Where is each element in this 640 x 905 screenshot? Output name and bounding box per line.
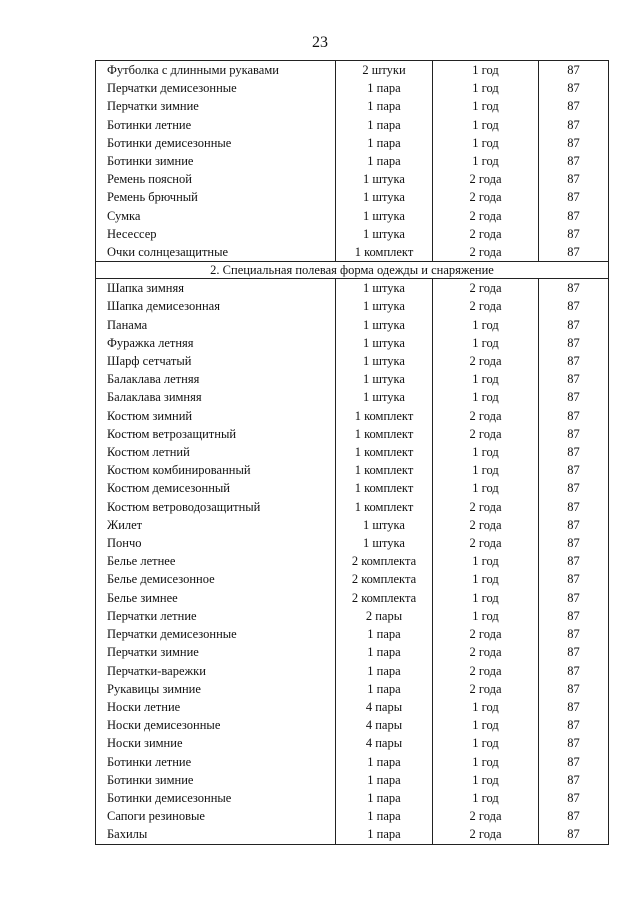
item-name-cell: Панама xyxy=(96,316,336,334)
wear-term-cell: 2 года xyxy=(433,352,539,370)
wear-term-cell: 1 год xyxy=(433,589,539,607)
reference-cell: 87 xyxy=(539,662,609,680)
reference-cell: 87 xyxy=(539,479,609,497)
item-name-cell: Рукавицы зимние xyxy=(96,680,336,698)
quantity-cell: 1 штука xyxy=(336,516,433,534)
quantity-cell: 2 пары xyxy=(336,607,433,625)
page-number: 23 xyxy=(312,34,328,51)
quantity-cell: 1 пара xyxy=(336,152,433,170)
wear-term-cell: 1 год xyxy=(433,479,539,497)
table-row xyxy=(96,97,609,115)
wear-term-cell: 2 года xyxy=(433,297,539,315)
quantity-cell: 2 комплекта xyxy=(336,570,433,588)
quantity-cell: 2 комплекта xyxy=(336,589,433,607)
table-row xyxy=(96,789,609,807)
item-name-cell: Ремень брючный xyxy=(96,188,336,206)
quantity-cell: 1 штука xyxy=(336,188,433,206)
wear-term-cell: 2 года xyxy=(433,243,539,262)
reference-cell: 87 xyxy=(539,552,609,570)
quantity-cell: 1 пара xyxy=(336,97,433,115)
table-row xyxy=(96,425,609,443)
reference-cell: 87 xyxy=(539,61,609,80)
quantity-cell: 1 штука xyxy=(336,297,433,315)
wear-term-cell: 1 год xyxy=(433,134,539,152)
table-row xyxy=(96,61,609,80)
reference-cell: 87 xyxy=(539,225,609,243)
reference-cell: 87 xyxy=(539,498,609,516)
quantity-cell: 1 штука xyxy=(336,534,433,552)
quantity-cell: 1 пара xyxy=(336,789,433,807)
item-name-cell: Перчатки демисезонные xyxy=(96,625,336,643)
wear-term-cell: 1 год xyxy=(433,716,539,734)
quantity-cell: 1 комплект xyxy=(336,243,433,262)
reference-cell: 87 xyxy=(539,589,609,607)
item-name-cell: Шапка демисезонная xyxy=(96,297,336,315)
quantity-cell: 1 пара xyxy=(336,662,433,680)
quantity-cell: 1 комплект xyxy=(336,498,433,516)
reference-cell: 87 xyxy=(539,425,609,443)
item-name-cell: Костюм летний xyxy=(96,443,336,461)
wear-term-cell: 2 года xyxy=(433,407,539,425)
item-name-cell: Жилет xyxy=(96,516,336,534)
wear-term-cell: 1 год xyxy=(433,370,539,388)
item-name-cell: Сумка xyxy=(96,207,336,225)
item-name-cell: Балаклава летняя xyxy=(96,370,336,388)
reference-cell: 87 xyxy=(539,97,609,115)
quantity-cell: 1 пара xyxy=(336,116,433,134)
wear-term-cell: 1 год xyxy=(433,552,539,570)
item-name-cell: Костюм зимний xyxy=(96,407,336,425)
quantity-cell: 1 комплект xyxy=(336,407,433,425)
table-row xyxy=(96,570,609,588)
quantity-cell: 1 пара xyxy=(336,825,433,844)
reference-cell: 87 xyxy=(539,170,609,188)
reference-cell: 87 xyxy=(539,79,609,97)
wear-term-cell: 2 года xyxy=(433,680,539,698)
quantity-cell: 1 штука xyxy=(336,316,433,334)
table-row xyxy=(96,825,609,844)
wear-term-cell: 2 года xyxy=(433,279,539,298)
table-row xyxy=(96,771,609,789)
reference-cell: 87 xyxy=(539,443,609,461)
table-row xyxy=(96,170,609,188)
quantity-cell: 1 пара xyxy=(336,807,433,825)
table-row xyxy=(96,589,609,607)
wear-term-cell: 1 год xyxy=(433,771,539,789)
table-row xyxy=(96,643,609,661)
reference-cell: 87 xyxy=(539,680,609,698)
table-row xyxy=(96,134,609,152)
item-name-cell: Шапка зимняя xyxy=(96,279,336,298)
table-row xyxy=(96,662,609,680)
item-name-cell: Перчатки-варежки xyxy=(96,662,336,680)
table-row xyxy=(96,498,609,516)
supply-norms-table xyxy=(95,60,609,845)
quantity-cell: 1 пара xyxy=(336,771,433,789)
wear-term-cell: 1 год xyxy=(433,79,539,97)
table-row xyxy=(96,188,609,206)
item-name-cell: Костюм комбинированный xyxy=(96,461,336,479)
item-name-cell: Носки летние xyxy=(96,698,336,716)
quantity-cell: 1 пара xyxy=(336,643,433,661)
item-name-cell: Белье летнее xyxy=(96,552,336,570)
quantity-cell: 1 комплект xyxy=(336,461,433,479)
table-row xyxy=(96,680,609,698)
reference-cell: 87 xyxy=(539,698,609,716)
table-row xyxy=(96,625,609,643)
reference-cell: 87 xyxy=(539,734,609,752)
wear-term-cell: 1 год xyxy=(433,388,539,406)
quantity-cell: 1 комплект xyxy=(336,443,433,461)
item-name-cell: Костюм ветроводозащитный xyxy=(96,498,336,516)
item-name-cell: Перчатки зимние xyxy=(96,97,336,115)
table-row xyxy=(96,534,609,552)
wear-term-cell: 1 год xyxy=(433,316,539,334)
reference-cell: 87 xyxy=(539,188,609,206)
wear-term-cell: 1 год xyxy=(433,734,539,752)
wear-term-cell: 2 года xyxy=(433,807,539,825)
reference-cell: 87 xyxy=(539,771,609,789)
item-name-cell: Сапоги резиновые xyxy=(96,807,336,825)
table-row xyxy=(96,352,609,370)
quantity-cell: 1 штука xyxy=(336,170,433,188)
quantity-cell: 1 пара xyxy=(336,680,433,698)
item-name-cell: Перчатки демисезонные xyxy=(96,79,336,97)
quantity-cell: 1 штука xyxy=(336,334,433,352)
wear-term-cell: 1 год xyxy=(433,753,539,771)
wear-term-cell: 2 года xyxy=(433,425,539,443)
section-heading: 2. Специальная полевая форма одежды и снаряжение xyxy=(96,262,609,279)
table-row xyxy=(96,516,609,534)
quantity-cell: 1 штука xyxy=(336,352,433,370)
wear-term-cell: 1 год xyxy=(433,698,539,716)
item-name-cell: Шарф сетчатый xyxy=(96,352,336,370)
table-row xyxy=(96,243,609,262)
table-row xyxy=(96,753,609,771)
quantity-cell: 1 штука xyxy=(336,225,433,243)
quantity-cell: 1 штука xyxy=(336,279,433,298)
quantity-cell: 1 пара xyxy=(336,753,433,771)
item-name-cell: Ботинки зимние xyxy=(96,771,336,789)
quantity-cell: 1 штука xyxy=(336,388,433,406)
wear-term-cell: 1 год xyxy=(433,607,539,625)
table-row xyxy=(96,607,609,625)
table-row xyxy=(96,461,609,479)
table-body xyxy=(96,61,609,845)
wear-term-cell: 2 года xyxy=(433,534,539,552)
table-row xyxy=(96,334,609,352)
reference-cell: 87 xyxy=(539,807,609,825)
table-row xyxy=(96,807,609,825)
wear-term-cell: 1 год xyxy=(433,97,539,115)
wear-term-cell: 2 года xyxy=(433,643,539,661)
wear-term-cell: 2 года xyxy=(433,516,539,534)
reference-cell: 87 xyxy=(539,625,609,643)
wear-term-cell: 2 года xyxy=(433,188,539,206)
reference-cell: 87 xyxy=(539,388,609,406)
section-heading-row xyxy=(96,262,609,279)
reference-cell: 87 xyxy=(539,789,609,807)
reference-cell: 87 xyxy=(539,753,609,771)
wear-term-cell: 1 год xyxy=(433,61,539,80)
table-row xyxy=(96,552,609,570)
item-name-cell: Ботинки летние xyxy=(96,753,336,771)
quantity-cell: 1 комплект xyxy=(336,479,433,497)
reference-cell: 87 xyxy=(539,607,609,625)
reference-cell: 87 xyxy=(539,152,609,170)
table-row xyxy=(96,225,609,243)
wear-term-cell: 1 год xyxy=(433,570,539,588)
item-name-cell: Ботинки летние xyxy=(96,116,336,134)
item-name-cell: Несессер xyxy=(96,225,336,243)
reference-cell: 87 xyxy=(539,297,609,315)
wear-term-cell: 2 года xyxy=(433,498,539,516)
reference-cell: 87 xyxy=(539,116,609,134)
reference-cell: 87 xyxy=(539,279,609,298)
reference-cell: 87 xyxy=(539,825,609,844)
item-name-cell: Костюм ветрозащитный xyxy=(96,425,336,443)
table-row xyxy=(96,207,609,225)
item-name-cell: Балаклава зимняя xyxy=(96,388,336,406)
item-name-cell: Ботинки зимние xyxy=(96,152,336,170)
wear-term-cell: 2 года xyxy=(433,625,539,643)
reference-cell: 87 xyxy=(539,352,609,370)
reference-cell: 87 xyxy=(539,370,609,388)
item-name-cell: Очки солнцезащитные xyxy=(96,243,336,262)
wear-term-cell: 2 года xyxy=(433,207,539,225)
item-name-cell: Бахилы xyxy=(96,825,336,844)
table-row xyxy=(96,316,609,334)
table-row xyxy=(96,152,609,170)
reference-cell: 87 xyxy=(539,570,609,588)
wear-term-cell: 1 год xyxy=(433,443,539,461)
item-name-cell: Носки зимние xyxy=(96,734,336,752)
item-name-cell: Ботинки демисезонные xyxy=(96,789,336,807)
item-name-cell: Перчатки летние xyxy=(96,607,336,625)
reference-cell: 87 xyxy=(539,407,609,425)
table-row xyxy=(96,116,609,134)
reference-cell: 87 xyxy=(539,334,609,352)
wear-term-cell: 1 год xyxy=(433,152,539,170)
reference-cell: 87 xyxy=(539,534,609,552)
reference-cell: 87 xyxy=(539,134,609,152)
reference-cell: 87 xyxy=(539,316,609,334)
table-row xyxy=(96,279,609,298)
wear-term-cell: 2 года xyxy=(433,170,539,188)
table-row xyxy=(96,734,609,752)
item-name-cell: Белье зимнее xyxy=(96,589,336,607)
wear-term-cell: 1 год xyxy=(433,461,539,479)
reference-cell: 87 xyxy=(539,461,609,479)
quantity-cell: 4 пары xyxy=(336,716,433,734)
wear-term-cell: 1 год xyxy=(433,116,539,134)
item-name-cell: Фуражка летняя xyxy=(96,334,336,352)
wear-term-cell: 2 года xyxy=(433,662,539,680)
item-name-cell: Перчатки зимние xyxy=(96,643,336,661)
table-row xyxy=(96,716,609,734)
quantity-cell: 1 штука xyxy=(336,207,433,225)
item-name-cell: Футболка с длинными рукавами xyxy=(96,61,336,80)
quantity-cell: 2 штуки xyxy=(336,61,433,80)
table-row xyxy=(96,443,609,461)
wear-term-cell: 2 года xyxy=(433,825,539,844)
wear-term-cell: 1 год xyxy=(433,789,539,807)
quantity-cell: 2 комплекта xyxy=(336,552,433,570)
table-row xyxy=(96,407,609,425)
quantity-cell: 1 пара xyxy=(336,625,433,643)
item-name-cell: Носки демисезонные xyxy=(96,716,336,734)
reference-cell: 87 xyxy=(539,643,609,661)
item-name-cell: Костюм демисезонный xyxy=(96,479,336,497)
quantity-cell: 1 комплект xyxy=(336,425,433,443)
quantity-cell: 4 пары xyxy=(336,698,433,716)
table-row xyxy=(96,370,609,388)
reference-cell: 87 xyxy=(539,516,609,534)
quantity-cell: 1 пара xyxy=(336,134,433,152)
table-row xyxy=(96,479,609,497)
item-name-cell: Ботинки демисезонные xyxy=(96,134,336,152)
quantity-cell: 1 штука xyxy=(336,370,433,388)
table-row xyxy=(96,79,609,97)
reference-cell: 87 xyxy=(539,207,609,225)
item-name-cell: Ремень поясной xyxy=(96,170,336,188)
reference-cell: 87 xyxy=(539,243,609,262)
quantity-cell: 1 пара xyxy=(336,79,433,97)
quantity-cell: 4 пары xyxy=(336,734,433,752)
wear-term-cell: 1 год xyxy=(433,334,539,352)
table-row xyxy=(96,698,609,716)
wear-term-cell: 2 года xyxy=(433,225,539,243)
table-row xyxy=(96,297,609,315)
item-name-cell: Пончо xyxy=(96,534,336,552)
item-name-cell: Белье демисезонное xyxy=(96,570,336,588)
table-row xyxy=(96,388,609,406)
reference-cell: 87 xyxy=(539,716,609,734)
